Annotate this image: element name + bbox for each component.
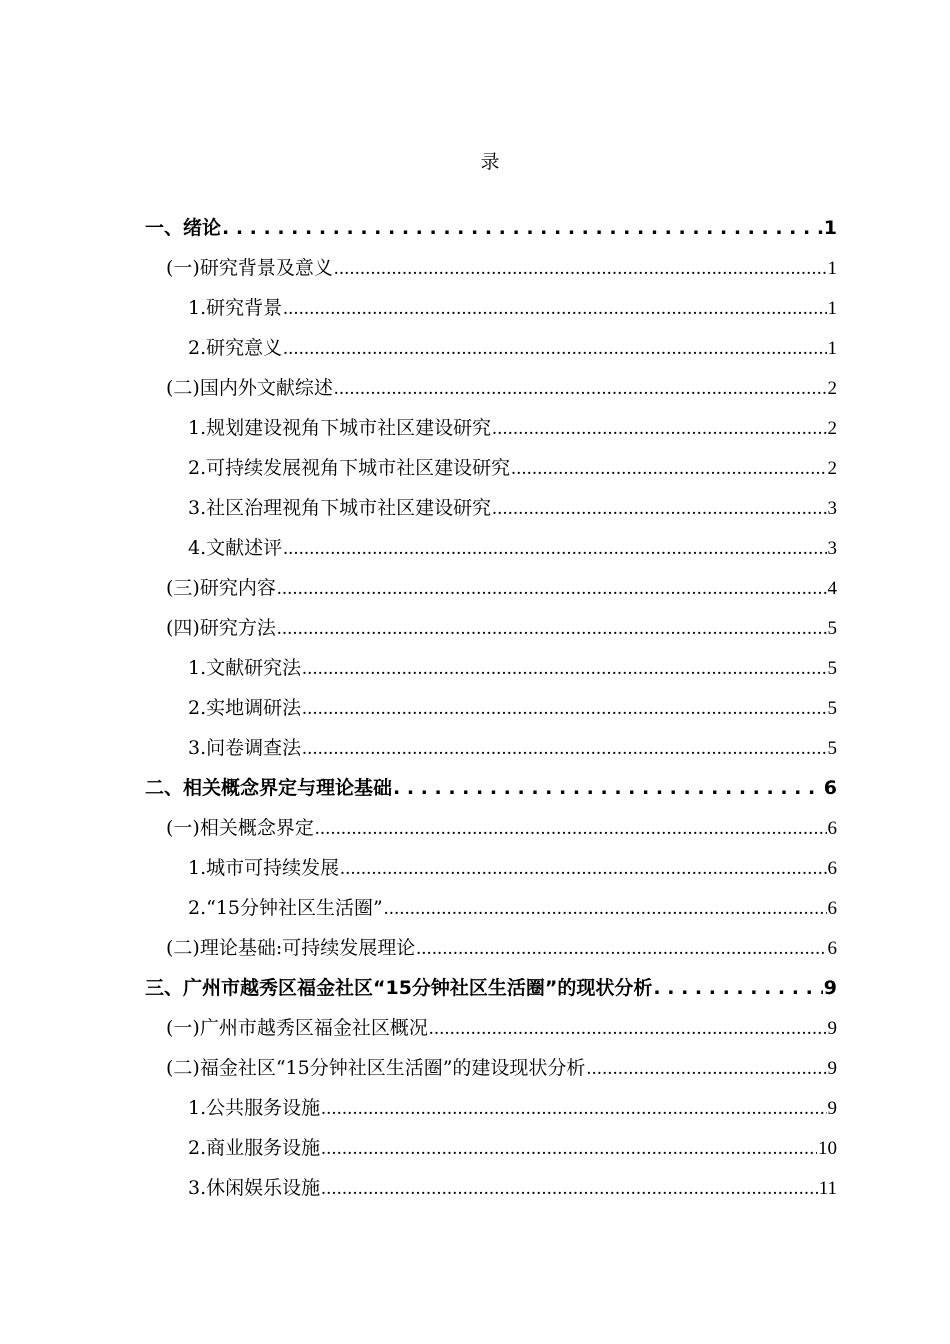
toc-page-number: 2 [827,458,837,479]
toc-dot-leader [492,408,826,449]
toc-dot-leader [334,368,827,409]
toc-page-number: 9 [827,1098,837,1119]
toc-dot-leader [283,288,826,329]
toc-dot-leader [321,1088,826,1129]
toc-page-number: 6 [823,777,837,799]
toc-page-number: 9 [827,1018,837,1039]
toc-dot-leader [340,848,826,889]
toc-dot-leader [315,808,827,849]
toc-entry-label: (二)理论基础:可持续发展理论 [166,937,416,959]
toc-page-number: 10 [818,1138,837,1159]
toc-entry[interactable] [145,208,837,248]
toc-entry[interactable] [145,568,837,608]
toc-entry[interactable] [145,1168,837,1208]
toc-entry[interactable] [145,928,837,968]
toc-page-number: 5 [827,658,837,679]
toc-page-number: 5 [827,738,837,759]
toc-dot-leader [321,1168,818,1209]
toc-entry-label: 1.规划建设视角下城市社区建设研究 [188,417,492,439]
toc-dot-leader [283,528,826,569]
table-of-contents [145,208,837,1208]
toc-dot-leader [302,728,826,769]
toc-page-number: 5 [827,698,837,719]
toc-entry-label: (一)研究背景及意义 [166,257,333,279]
toc-entry[interactable] [145,888,837,928]
toc-dot-leader [302,648,826,689]
toc-page-number: 1 [823,217,837,239]
toc-dot-leader [653,968,822,1008]
toc-entry[interactable] [145,728,837,768]
toc-entry-label: 1.文献研究法 [188,657,302,679]
toc-entry[interactable] [145,248,837,288]
toc-entry-label: (一)相关概念界定 [166,817,314,839]
toc-dot-leader [277,608,827,649]
toc-page-number: 1 [827,338,837,359]
toc-entry-label: 三、广州市越秀区福金社区“15分钟社区生活圈”的现状分析 [145,977,653,999]
toc-page-number: 9 [823,977,837,999]
toc-entry-label: (一)广州市越秀区福金社区概况 [166,1017,428,1039]
toc-dot-leader [586,1048,826,1089]
toc-entry-label: 4.文献述评 [188,537,283,559]
toc-page-number: 6 [827,898,837,919]
page-title: 录 [480,151,500,173]
toc-dot-leader [416,928,826,969]
toc-entry-label: 1.城市可持续发展 [188,857,340,879]
toc-dot-leader [222,208,823,248]
toc-dot-leader [492,488,826,529]
toc-page-number: 2 [827,418,837,439]
toc-entry[interactable] [145,1128,837,1168]
toc-page-number: 4 [827,578,837,599]
toc-entry[interactable] [145,608,837,648]
toc-entry-label: (二)国内外文献综述 [166,377,333,399]
toc-dot-leader [277,568,827,609]
toc-entry[interactable] [145,768,837,808]
toc-entry-label: 1.公共服务设施 [188,1097,321,1119]
toc-entry[interactable] [145,1048,837,1088]
toc-page-number: 1 [827,258,837,279]
toc-entry[interactable] [145,528,837,568]
toc-page-number: 2 [827,378,837,399]
toc-dot-leader [334,248,827,289]
toc-entry[interactable] [145,848,837,888]
toc-entry[interactable] [145,1088,837,1128]
toc-entry[interactable] [145,408,837,448]
toc-page-number: 6 [827,818,837,839]
toc-entry[interactable] [145,648,837,688]
toc-page-number: 6 [827,858,837,879]
toc-entry[interactable] [145,808,837,848]
toc-page-number: 9 [827,1058,837,1079]
toc-entry-label: 3.社区治理视角下城市社区建设研究 [188,497,492,519]
toc-page-number: 6 [827,938,837,959]
toc-entry-label: 1.研究背景 [188,297,283,319]
toc-dot-leader [511,448,826,489]
toc-entry[interactable] [145,368,837,408]
toc-dot-leader [321,1128,817,1169]
toc-entry[interactable] [145,288,837,328]
toc-page-number: 3 [827,538,837,559]
toc-page-number: 1 [827,298,837,319]
toc-entry-label: 二、相关概念界定与理论基础 [145,777,393,799]
toc-page-number: 5 [827,618,837,639]
toc-dot-leader [384,888,827,929]
toc-dot-leader [429,1008,827,1049]
toc-entry-label: 一、绪论 [145,217,222,239]
toc-entry-label: 3.休闲娱乐设施 [188,1177,321,1199]
toc-entry[interactable] [145,688,837,728]
toc-entry-label: (二)福金社区“15分钟社区生活圈”的建设现状分析 [166,1057,586,1079]
toc-entry-label: 2.商业服务设施 [188,1137,321,1159]
toc-entry-label: 2.可持续发展视角下城市社区建设研究 [188,457,511,479]
toc-entry[interactable] [145,328,837,368]
toc-page-number: 3 [827,498,837,519]
toc-entry-label: 3.问卷调查法 [188,737,302,759]
toc-entry[interactable] [145,968,837,1008]
toc-entry-label: 2.实地调研法 [188,697,302,719]
toc-dot-leader [393,768,823,808]
toc-dot-leader [283,328,826,369]
toc-entry[interactable] [145,1008,837,1048]
toc-entry-label: (四)研究方法 [166,617,276,639]
toc-entry-label: (三)研究内容 [166,577,276,599]
toc-dot-leader [302,688,826,729]
toc-entry-label: 2.研究意义 [188,337,283,359]
toc-page-number: 11 [818,1178,837,1199]
toc-entry[interactable] [145,448,837,488]
toc-entry[interactable] [145,488,837,528]
toc-entry-label: 2.“15分钟社区生活圈” [188,897,383,919]
